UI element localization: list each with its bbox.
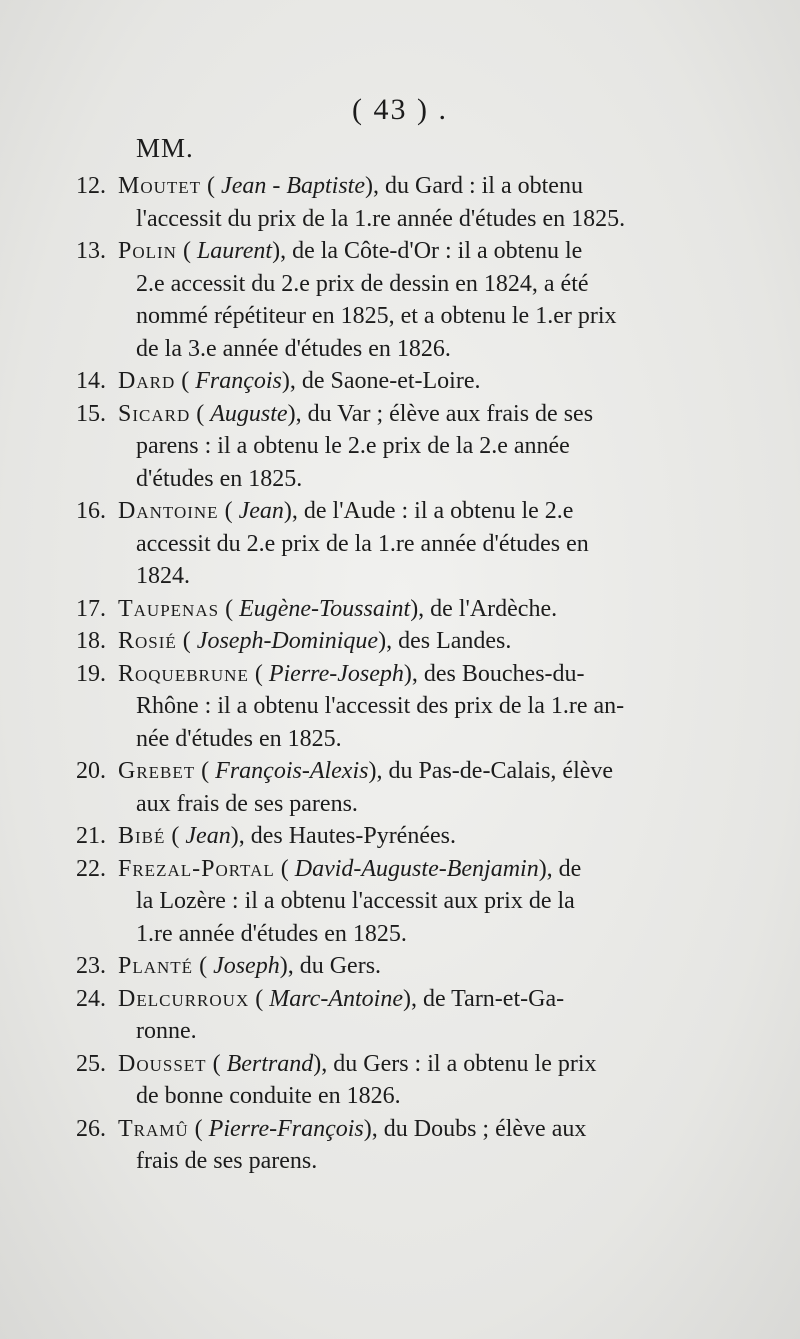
entry-details: ), du Pas-de-Calais, élève: [368, 758, 614, 784]
entry-number: 24.: [76, 985, 106, 1012]
list-item: 20. Grebet ( François-Alexis), du Pas-de-Calais, élève aux frais de ses parens.: [0, 755, 800, 820]
entry-surname: Rosié: [118, 628, 177, 654]
entry-surname: Delcurroux: [118, 985, 250, 1012]
entry-surname: Moutet: [118, 173, 202, 199]
entry-given-name: Bertrand: [226, 1050, 314, 1077]
entry-continuation-line: née d'études en 1825.: [136, 725, 342, 752]
entry-given-name: Eugène-Toussaint: [239, 595, 411, 622]
entry-number: 23.: [76, 953, 106, 979]
entry-list: [0, 170, 800, 1178]
entry-number: 21.: [76, 823, 106, 849]
entry-number: 17.: [76, 595, 106, 622]
entry-continuation-line: frais de ses parens.: [136, 1148, 318, 1174]
entry-continuation-line: l'accessit du prix de la 1.re année d'études en 1825.: [136, 205, 626, 232]
entry-given-name: David-Auguste-Benjamin: [294, 855, 539, 882]
entry-surname: Bibé: [118, 823, 166, 849]
list-item: 16. Dantoine ( Jean), de l'Aude : il a obtenu le 2.e accessit du 2.e prix de la 1.re année d'études en 1824.: [0, 495, 800, 593]
entry-number: 20.: [76, 758, 106, 784]
entry-surname: Frezal-Portal: [118, 855, 275, 882]
entry-details: ), du Gers : il a obtenu le prix: [313, 1050, 597, 1077]
entry-continuation-line: d'études en 1825.: [136, 465, 303, 492]
entry-continuation-line: Rhône : il a obtenu l'accessit des prix de la 1.re an-: [136, 693, 625, 719]
entry-given-name: Marc-Antoine: [269, 985, 403, 1012]
list-item: 26. Tramû ( Pierre-François), du Doubs ; élève aux frais de ses parens.: [0, 1113, 800, 1178]
entry-continuation-line: 2.e accessit du 2.e prix de dessin en 1824, a été: [136, 270, 589, 297]
entry-number: 12.: [76, 173, 106, 199]
entry-given-name: Laurent: [196, 238, 273, 264]
heading-mm: MM.: [136, 133, 194, 163]
entry-number: 13.: [76, 238, 106, 264]
entry-given-name: Pierre-Joseph: [268, 660, 404, 687]
list-item: 21. Bibé ( Jean), des Hautes-Pyrénées.: [0, 820, 800, 853]
entry-details: ), de: [538, 855, 582, 882]
entry-number: 26.: [76, 1115, 106, 1142]
entry-surname: Sicard: [118, 400, 191, 427]
entry-surname: Polin: [118, 238, 177, 264]
list-item: 17. Taupenas ( Eugène-Toussaint), de l'Ardèche.: [0, 593, 800, 626]
entry-continuation-line: la Lozère : il a obtenu l'accessit aux prix de la: [136, 888, 575, 914]
entry-details: ), de Tarn-et-Ga-: [402, 985, 565, 1012]
entry-number: 19.: [76, 660, 106, 687]
entry-given-name: Jean - Baptiste: [221, 173, 365, 199]
entry-details: ), des Hautes-Pyrénées.: [230, 823, 456, 849]
entry-given-name: François-Alexis: [215, 758, 369, 784]
entry-surname: Dantoine: [118, 498, 219, 524]
entry-continuation-line: 1.re année d'études en 1825.: [136, 920, 407, 947]
list-item: 22. Frezal-Portal ( David-Auguste-Benjamin), de la Lozère : il a obtenu l'accessit aux prix de la 1.re année d'études en 1825.: [0, 853, 800, 951]
entry-details: ), des Bouches-du-: [403, 660, 585, 687]
entry-surname: Tramû: [118, 1115, 189, 1142]
entry-continuation-line: ronne.: [136, 1018, 197, 1044]
entry-continuation-line: 1824.: [136, 563, 190, 589]
entry-details: ), de Saone-et-Loire.: [281, 368, 481, 394]
entry-details: ), du Var ; élève aux frais de ses: [287, 400, 594, 427]
entry-surname: Roquebrune: [118, 660, 249, 687]
entry-given-name: Joseph-Dominique: [196, 628, 379, 654]
page-number: ( 43 ) .: [352, 93, 448, 126]
list-item: 25. Dousset ( Bertrand), du Gers : il a obtenu le prix de bonne conduite en 1826.: [0, 1048, 800, 1113]
entry-details: ), des Landes.: [378, 628, 512, 654]
entry-given-name: Jean: [185, 823, 231, 849]
entry-given-name: Pierre-François: [208, 1115, 364, 1142]
list-item: 13. Polin ( Laurent), de la Côte-d'Or : il a obtenu le 2.e accessit du 2.e prix de dessin en 1824, a été nommé répétiteur en 1825, et a obtenu le 1.er prix de la 3.e année d'études en 1826.: [0, 235, 800, 365]
entry-continuation-line: de la 3.e année d'études en 1826.: [136, 335, 451, 362]
entry-number: 15.: [76, 400, 106, 427]
entry-given-name: François: [195, 368, 282, 394]
entry-number: 16.: [76, 498, 106, 524]
entry-details: ), de l'Aude : il a obtenu le 2.e: [283, 498, 574, 524]
entry-continuation-line: nommé répétiteur en 1825, et a obtenu le 1.er prix: [136, 303, 617, 329]
entry-details: ), du Doubs ; élève aux: [363, 1115, 587, 1142]
entry-number: 22.: [76, 855, 106, 882]
entry-number: 25.: [76, 1050, 106, 1077]
entry-surname: Taupenas: [118, 595, 220, 622]
list-item: 18. Rosié ( Joseph-Dominique), des Landes.: [0, 625, 800, 658]
entry-details: ), de la Côte-d'Or : il a obtenu le: [272, 238, 583, 264]
entry-continuation-line: parens : il a obtenu le 2.e prix de la 2.e année: [136, 433, 570, 459]
entry-surname: Dard: [118, 368, 176, 394]
entry-surname: Dousset: [118, 1050, 207, 1077]
entry-number: 18.: [76, 628, 106, 654]
entry-given-name: Auguste: [210, 400, 288, 427]
entry-continuation-line: de bonne conduite en 1826.: [136, 1083, 401, 1109]
entry-given-name: Jean: [238, 498, 284, 524]
entry-continuation-line: accessit du 2.e prix de la 1.re année d'études en: [136, 530, 589, 557]
entry-surname: Grebet: [118, 758, 196, 784]
entry-continuation-line: aux frais de ses parens.: [136, 790, 358, 817]
entry-surname: Planté: [118, 953, 194, 979]
entry-given-name: Joseph: [213, 953, 280, 979]
list-item: 19. Roquebrune ( Pierre-Joseph), des Bouches-du- Rhône : il a obtenu l'accessit des prix de la 1.re an- née d'études en 1825.: [0, 658, 800, 756]
list-item: 14. Dard ( François), de Saone-et-Loire.: [0, 365, 800, 398]
entry-number: 14.: [76, 368, 106, 394]
list-item: 24. Delcurroux ( Marc-Antoine), de Tarn-et-Ga- ronne.: [0, 983, 800, 1048]
entry-details: ), de l'Ardèche.: [410, 595, 558, 622]
list-item: 15. Sicard ( Auguste), du Var ; élève aux frais de ses parens : il a obtenu le 2.e prix de la 2.e année d'études en 1825.: [0, 398, 800, 496]
entry-details: ), du Gers.: [279, 953, 382, 979]
entry-details: ), du Gard : il a obtenu: [365, 173, 583, 199]
list-item: 12. Moutet ( Jean - Baptiste), du Gard : il a obtenu l'accessit du prix de la 1.re année d'études en 1825.: [0, 170, 800, 235]
list-item: 23. Planté ( Joseph), du Gers.: [0, 950, 800, 983]
